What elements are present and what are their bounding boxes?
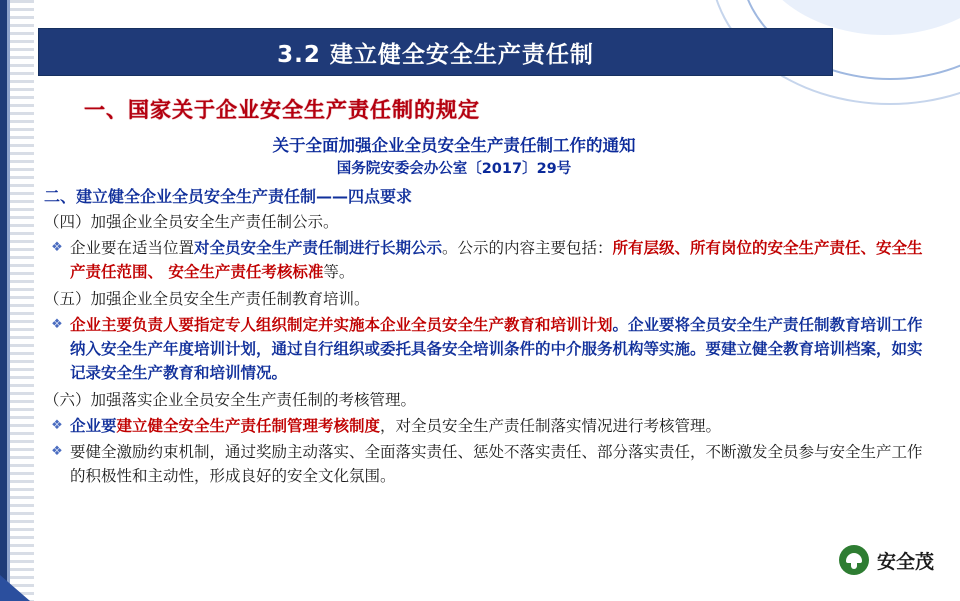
section-heading-two: 二、建立健全企业全员安全生产责任制——四点要求 (44, 187, 413, 206)
bullet-diamond-icon: ❖ (51, 444, 63, 460)
notice-document-number: 国务院安委会办公室〔2017〕29号 (336, 161, 572, 177)
item-four-seg2: 对全员安全生产责任制进行长期公示 (194, 239, 443, 258)
slide-content (44, 86, 924, 490)
bullet-diamond-icon: ❖ (51, 418, 63, 434)
item-four-seg5: 等。 (323, 263, 355, 282)
item-five-label: （五）加强企业全员安全生产责任制教育培训。 (44, 290, 370, 309)
bullet-diamond-icon: ❖ (51, 240, 63, 256)
decorative-bottom-left-triangle (0, 575, 30, 601)
item-four-seg4: 所有层级、所有岗位的安全生产责任、安全生产责任范围、 安全生产责任考核标准 (70, 239, 923, 282)
decorative-left-edge-secondary (7, 0, 10, 601)
item-five-seg2: 。企业要将全员安全生产责任制教育培训工作纳入安全生产年度培训计划，通过自行组织或委托具备安全培训条件的中介服务机构等实施。要建立健全教育培训档案，如实记录安全生产教育和培训情况。 (70, 316, 923, 383)
item-six-label: （六）加强落实企业全员安全生产责任制的考核管理。 (44, 391, 417, 410)
slide-title: 3.2 建立健全安全生产责任制 (277, 41, 594, 68)
item-four-seg1: 企业要在适当位置 (70, 239, 195, 258)
item-six-seg1: 企业要 (70, 417, 117, 436)
item-six-seg2: 建立健全安全生产责任制管理考核制度 (116, 417, 381, 436)
slide-title-bar (38, 28, 833, 76)
item-five-seg1: 企业主要负责人要指定专人组织制定并实施本企业全员安全生产教育和培训计划 (70, 316, 613, 335)
logo-label: 安全茂 (876, 550, 934, 573)
wechat-logo-icon (839, 545, 869, 575)
item-six-seg3: ，对全员安全生产责任制落实情况进行考核管理。 (380, 417, 722, 436)
item-six-bullet-one (44, 414, 924, 438)
item-four-bullet (44, 236, 924, 284)
item-six-bullet-two-text: 要健全激励约束机制，通过奖励主动落实、全面落实责任、惩处不落实责任、部分落实责任，不断激发全员参与安全生产工作的积极性和主动性，形成良好的安全文化氛围。 (70, 443, 923, 486)
item-six-bullet-one-text (70, 414, 924, 438)
item-four-seg3: 。公示的内容主要包括： (442, 239, 613, 258)
item-six-bullet-two (44, 440, 924, 488)
bullet-diamond-icon: ❖ (51, 317, 63, 333)
item-five-bullet (44, 313, 924, 385)
item-four-bullet-text (70, 236, 924, 284)
item-four-label: （四）加强企业全员安全生产责任制公示。 (44, 213, 339, 231)
decorative-left-edge (0, 0, 7, 601)
item-five-bullet-text (70, 313, 924, 385)
notice-title: 关于全面加强企业全员安全生产责任制工作的通知 (272, 136, 636, 155)
watermark-logo (839, 545, 934, 575)
section-heading-one: 一、国家关于企业安全生产责任制的规定 (84, 98, 480, 122)
